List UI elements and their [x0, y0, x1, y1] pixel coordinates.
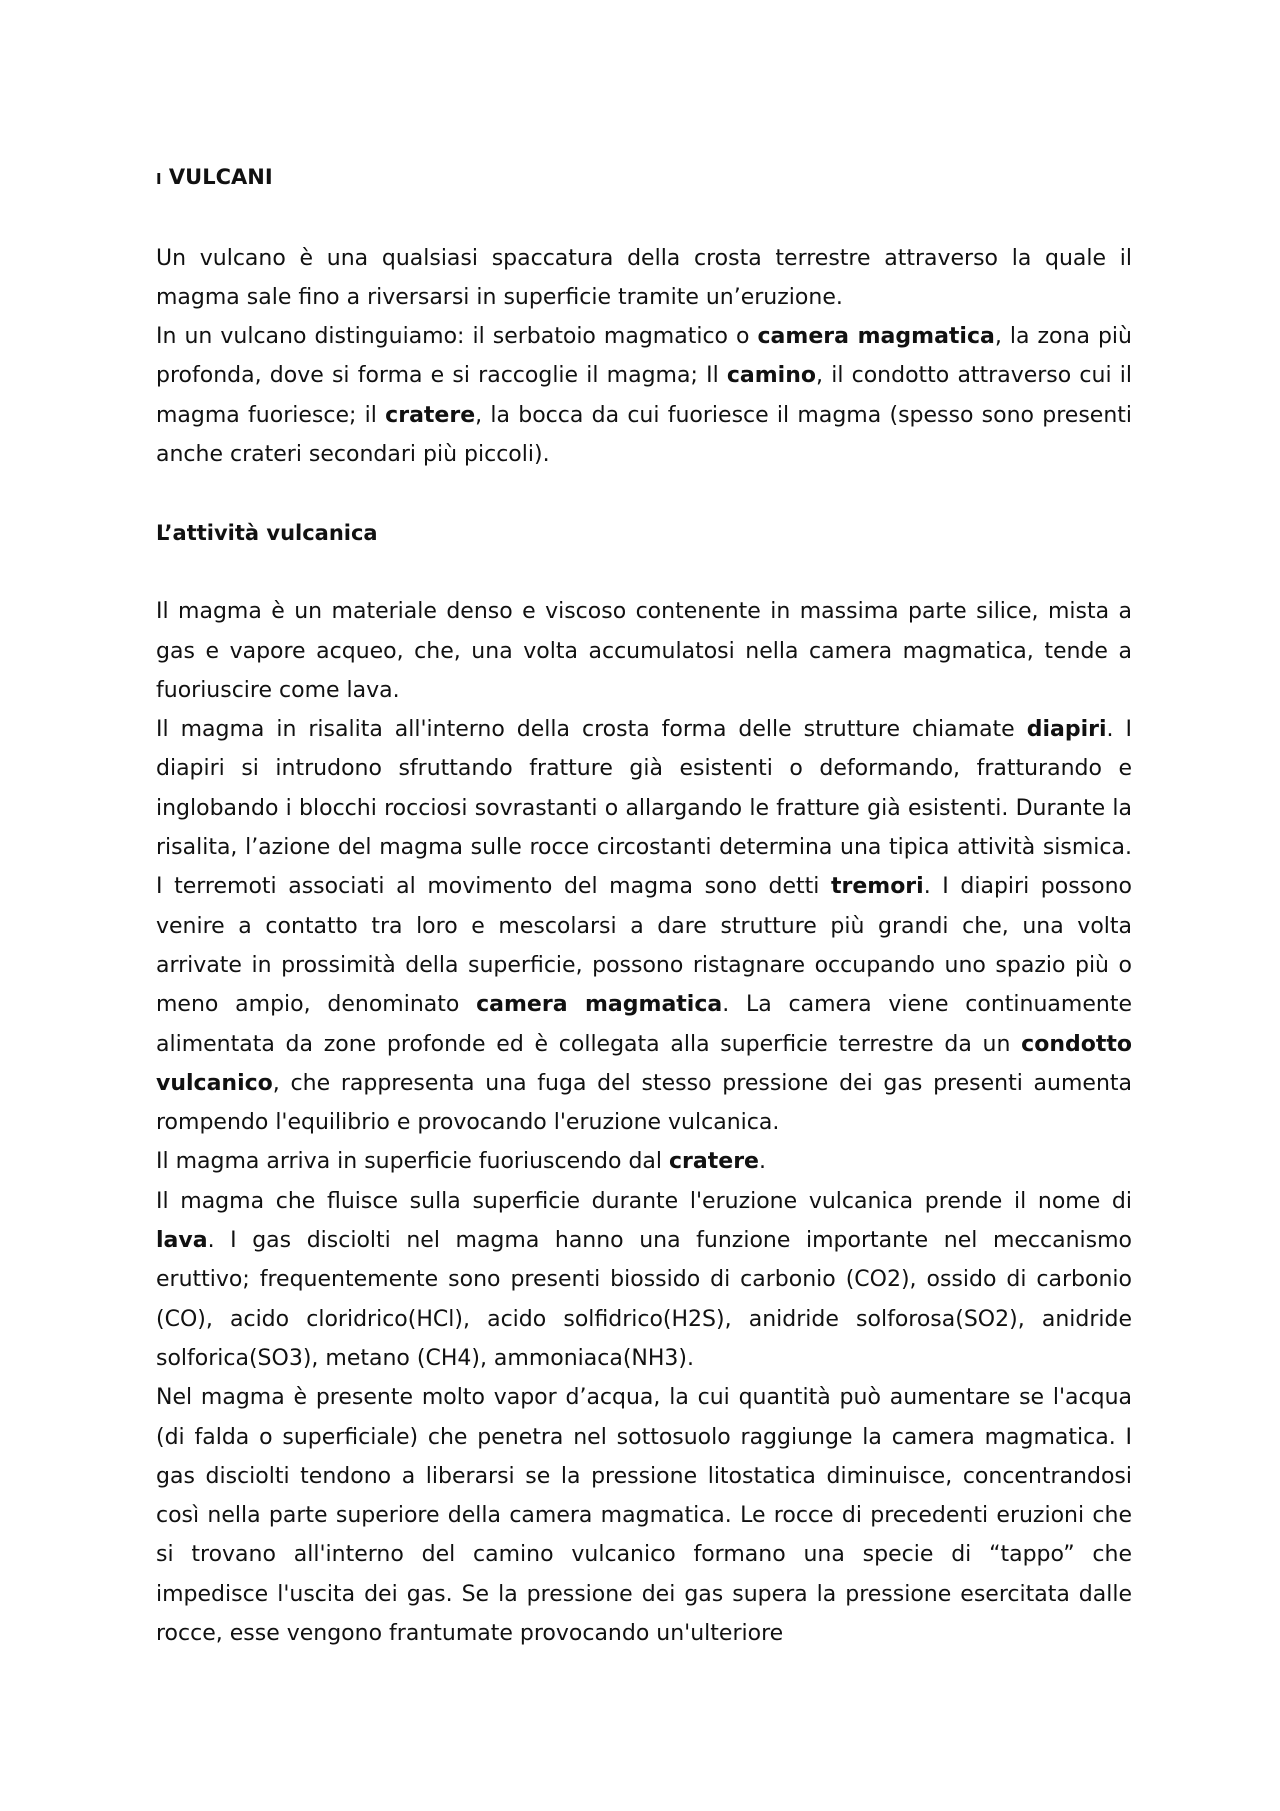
blank-line: [156, 553, 1132, 592]
text-run: , la zona più profonda, dove si forma e si raccoglie il magma; Il: [156, 324, 1132, 389]
text-run: . I gas disciolti nel magma hanno una funzione importante nel meccanismo eruttivo; frequentemente sono presenti biossido di carbonio (CO2), ossido di carbonio (CO), acido cloridrico(HCl), acido solfidrico(H2S), anidride solforosa(SO2), anidride solforica(SO3), metano (CH4), ammoniaca(NH3).: [156, 1228, 1132, 1371]
section-heading: L’attività vulcanica: [156, 520, 378, 545]
text-run: In un vulcano distinguiamo: il serbatoio magmatico o: [156, 324, 758, 350]
title-rest: VULCANI: [161, 165, 273, 189]
term-cratere: cratere: [669, 1149, 759, 1175]
section-paragraph-4: [156, 1182, 1132, 1378]
text-run: . La camera viene continuamente alimentata da zone profonde ed è collegata alla superficie terrestre da un: [156, 992, 1132, 1057]
text-run: Il magma che fluisce sulla superficie durante l'eruzione vulcanica prende il nome di: [156, 1188, 1132, 1214]
term-camera-magmatica: camera magmatica: [757, 324, 995, 350]
text-run: , il condotto attraverso cui il magma fuoriesce; il: [156, 363, 1132, 428]
text-run: Il magma in risalita all'interno della crosta forma delle strutture chiamate: [156, 717, 1027, 743]
intro-paragraph-2: [156, 317, 1132, 474]
intro-paragraph-1: Un vulcano è una qualsiasi spaccatura della crosta terrestre attraverso la quale il magma sale fino a riversarsi in superficie tramite un’eruzione.: [156, 245, 1132, 310]
document-title: [156, 158, 1132, 199]
text-run: . I diapiri si intrudono sfruttando fratture già esistenti o deformando, fratturando e inglobando i blocchi rocciosi sovrastanti o allargando le fratture già esistenti. Durante la risalita, l’azione del magma sulle rocce circostanti determina una tipica attività sismica. I terremoti associati al movimento del magma sono detti: [156, 717, 1132, 900]
section-paragraph-1: Il magma è un materiale denso e viscoso contenente in massima parte silice, mista a gas e vapore acqueo, che, una volta accumulatosi nella camera magmatica, tende a fuoriuscire come lava.: [156, 599, 1132, 703]
document-body: [156, 158, 1132, 1653]
text-run: , che rappresenta una fuga del stesso pressione dei gas presenti aumenta rompendo l'equilibrio e provocando l'eruzione vulcanica.: [156, 1070, 1132, 1136]
text-run: Il magma arriva in superficie fuoriuscendo dal: [156, 1149, 670, 1175]
text-run: .: [758, 1149, 766, 1175]
section-paragraph-5: Nel magma è presente molto vapor d’acqua, la cui quantità può aumentare se l'acqua (di falda o superficiale) che penetra nel sottosuolo raggiunge la camera magmatica. I gas disciolti tendono a liberarsi se la pressione litostatica diminuisce, concentrandosi così nella parte superiore della camera magmatica. Le rocce di precedenti eruzioni che si trovano all'interno del camino vulcanico formano una specie di “tappo” che impedisce l'uscita dei gas. Se la pressione dei gas supera la pressione esercitata dalle rocce, esse vengono frantumate provocando un'ulteriore: [156, 1385, 1132, 1646]
title-first-letter: I: [156, 170, 162, 188]
term-camino: camino: [726, 363, 817, 389]
term-tremori: tremori: [830, 874, 924, 900]
text-run: . I diapiri possono venire a contatto tra loro e mescolarsi a dare strutture più grandi che, una volta arrivate in prossimità della superficie, possono ristagnare occupando uno spazio più o meno ampio, denominato: [156, 874, 1133, 1018]
blank-line: [156, 199, 1132, 238]
term-lava: lava: [156, 1228, 208, 1254]
text-run: , la bocca da cui fuoriesce il magma (spesso sono presenti anche crateri secondari più piccoli).: [156, 402, 1133, 468]
blank-line: [156, 474, 1132, 513]
section-paragraph-3: [156, 1142, 1132, 1181]
section-paragraph-2: [156, 710, 1132, 1142]
term-diapiri: diapiri: [1026, 717, 1107, 743]
term-condotto-vulcanico: condotto vulcanico: [156, 1031, 1132, 1096]
term-cratere: cratere: [385, 402, 476, 428]
term-camera-magmatica: camera magmatica: [476, 992, 723, 1018]
